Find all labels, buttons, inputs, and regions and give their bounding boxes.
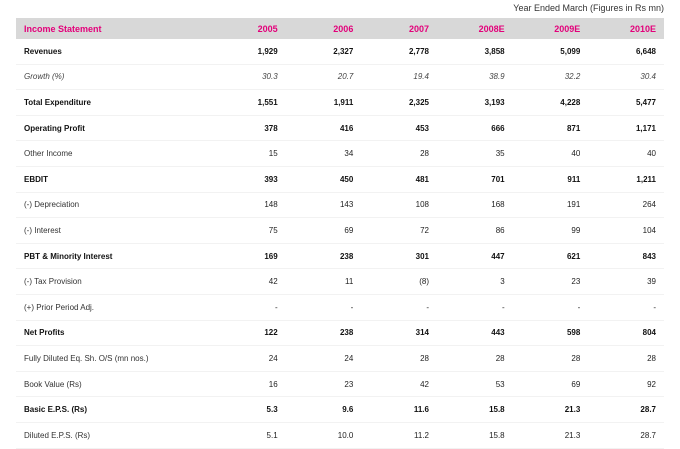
table-row [16,166,664,192]
cell-value: 15 [210,141,286,167]
cell-value: 911 [513,166,589,192]
row-label: Book Value (Rs) [16,371,210,397]
cell-value: 99 [513,218,589,244]
cell-value: 28 [361,346,437,372]
table-row [16,320,664,346]
cell-value: 30.3 [210,64,286,90]
cell-value: 28.7 [588,397,664,423]
cell-value: 450 [286,166,362,192]
table-title: Income Statement [16,18,210,39]
cell-value: 598 [513,320,589,346]
cell-value: 666 [437,115,513,141]
table-row [16,422,664,448]
cell-value: 23 [286,371,362,397]
cell-value: 10.0 [286,422,362,448]
cell-value: 16 [210,371,286,397]
cell-value: 34 [286,141,362,167]
cell-value: 393 [210,166,286,192]
cell-value: 5,477 [588,90,664,116]
cell-value: 28 [437,346,513,372]
row-label: Other Income [16,141,210,167]
cell-value: 143 [286,192,362,218]
cell-value: 1,911 [286,90,362,116]
cell-value: 4,228 [513,90,589,116]
row-label: EBDIT [16,166,210,192]
table-row [16,90,664,116]
cell-value: 15.8 [437,397,513,423]
table-row [16,371,664,397]
table-body [16,39,664,448]
table-row [16,243,664,269]
cell-value: 5,099 [513,39,589,64]
year-header: 2010E [588,18,664,39]
cell-value: 9.6 [286,397,362,423]
cell-value: 168 [437,192,513,218]
cell-value: 15.8 [437,422,513,448]
units-caption: Year Ended March (Figures in Rs mn) [513,3,664,13]
cell-value: 28.7 [588,422,664,448]
row-label: Revenues [16,39,210,64]
cell-value: 40 [513,141,589,167]
table-row [16,397,664,423]
cell-value: 21.3 [513,422,589,448]
cell-value: 24 [210,346,286,372]
cell-value: 69 [286,218,362,244]
cell-value: 11 [286,269,362,295]
table-row [16,269,664,295]
row-label: Operating Profit [16,115,210,141]
year-header: 2007 [361,18,437,39]
cell-value: 32.2 [513,64,589,90]
cell-value: 86 [437,218,513,244]
cell-value: 871 [513,115,589,141]
cell-value: - [588,294,664,320]
table-row [16,346,664,372]
cell-value: 42 [210,269,286,295]
row-label: Growth (%) [16,64,210,90]
cell-value: - [210,294,286,320]
cell-value: 1,171 [588,115,664,141]
cell-value: - [437,294,513,320]
header-row [16,18,664,39]
cell-value: 108 [361,192,437,218]
cell-value: 301 [361,243,437,269]
cell-value: 39 [588,269,664,295]
cell-value: 1,211 [588,166,664,192]
year-header: 2006 [286,18,362,39]
cell-value: 453 [361,115,437,141]
cell-value: 447 [437,243,513,269]
cell-value: 843 [588,243,664,269]
cell-value: - [513,294,589,320]
cell-value: 122 [210,320,286,346]
cell-value: 314 [361,320,437,346]
row-label: Total Expenditure [16,90,210,116]
row-label: Fully Diluted Eq. Sh. O/S (mn nos.) [16,346,210,372]
cell-value: 416 [286,115,362,141]
cell-value: 2,325 [361,90,437,116]
cell-value: 30.4 [588,64,664,90]
cell-value: 35 [437,141,513,167]
cell-value: 2,327 [286,39,362,64]
cell-value: 148 [210,192,286,218]
cell-value: 28 [588,346,664,372]
cell-value: 24 [286,346,362,372]
cell-value: 804 [588,320,664,346]
table-row [16,39,664,64]
year-header: 2005 [210,18,286,39]
cell-value: 69 [513,371,589,397]
cell-value: 104 [588,218,664,244]
cell-value: 21.3 [513,397,589,423]
row-label: Basic E.P.S. (Rs) [16,397,210,423]
row-label: Net Profits [16,320,210,346]
cell-value: 38.9 [437,64,513,90]
cell-value: 191 [513,192,589,218]
row-label: (+) Prior Period Adj. [16,294,210,320]
cell-value: (8) [361,269,437,295]
cell-value: 3,858 [437,39,513,64]
cell-value: 621 [513,243,589,269]
cell-value: 481 [361,166,437,192]
table-row [16,192,664,218]
row-label: (-) Interest [16,218,210,244]
cell-value: 53 [437,371,513,397]
cell-value: - [286,294,362,320]
cell-value: 3,193 [437,90,513,116]
cell-value: 11.6 [361,397,437,423]
row-label: PBT & Minority Interest [16,243,210,269]
cell-value: 40 [588,141,664,167]
cell-value: 28 [361,141,437,167]
cell-value: 1,551 [210,90,286,116]
cell-value: 6,648 [588,39,664,64]
cell-value: 169 [210,243,286,269]
cell-value: 72 [361,218,437,244]
table-row [16,218,664,244]
cell-value: 2,778 [361,39,437,64]
table-row [16,115,664,141]
cell-value: 23 [513,269,589,295]
cell-value: 238 [286,243,362,269]
cell-value: 92 [588,371,664,397]
year-header: 2008E [437,18,513,39]
cell-value: 5.3 [210,397,286,423]
cell-value: 3 [437,269,513,295]
table-row [16,64,664,90]
table-row [16,141,664,167]
cell-value: 1,929 [210,39,286,64]
cell-value: 5.1 [210,422,286,448]
cell-value: 42 [361,371,437,397]
cell-value: 20.7 [286,64,362,90]
cell-value: 19.4 [361,64,437,90]
cell-value: 378 [210,115,286,141]
cell-value: 701 [437,166,513,192]
cell-value: 238 [286,320,362,346]
cell-value: 11.2 [361,422,437,448]
cell-value: - [361,294,437,320]
cell-value: 75 [210,218,286,244]
cell-value: 28 [513,346,589,372]
row-label: Diluted E.P.S. (Rs) [16,422,210,448]
cell-value: 443 [437,320,513,346]
table-row [16,294,664,320]
income-statement-table [16,18,664,449]
cell-value: 264 [588,192,664,218]
year-header: 2009E [513,18,589,39]
row-label: (-) Depreciation [16,192,210,218]
row-label: (-) Tax Provision [16,269,210,295]
